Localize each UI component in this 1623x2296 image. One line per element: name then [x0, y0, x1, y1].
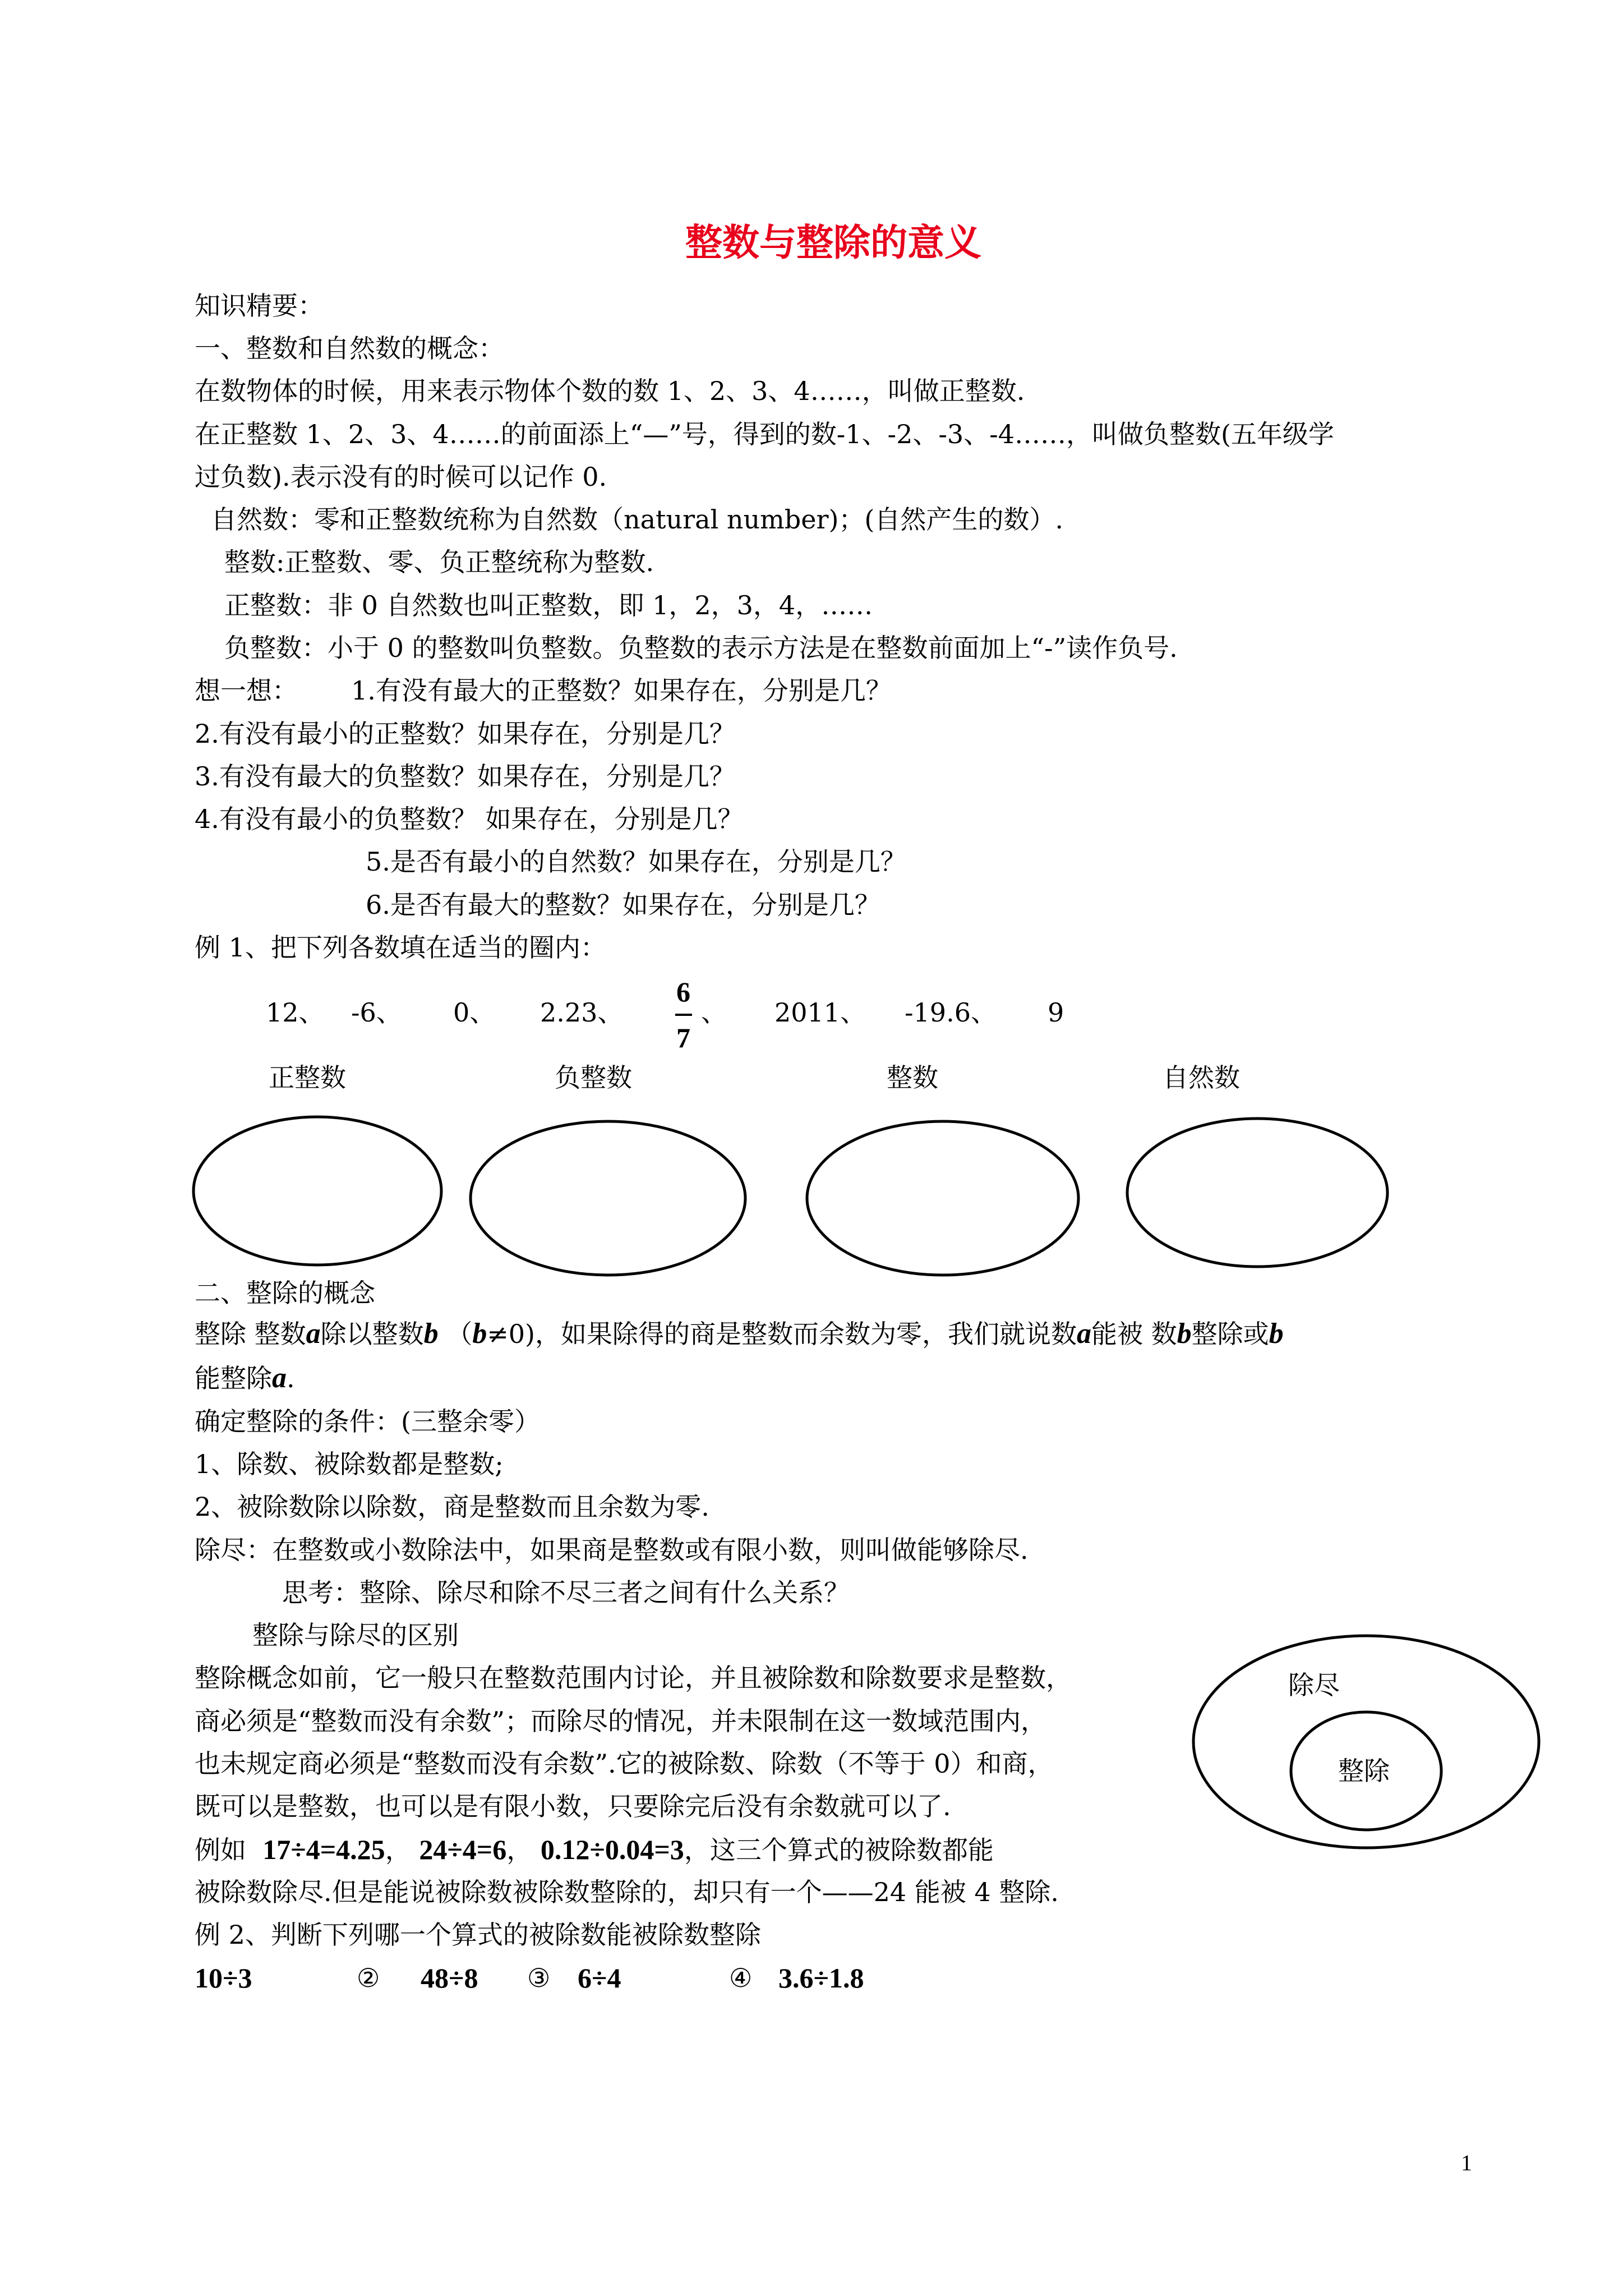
equation: 24÷4=6 — [419, 1834, 507, 1865]
text-line: 既可以是整数，也可以是有限小数，只要除完后没有余数就可以了. — [195, 1791, 951, 1821]
text: （ — [446, 1319, 473, 1349]
text: . — [287, 1363, 295, 1393]
text-line: 正整数：非 0 自然数也叫正整数，即 1，2，3，4，…… — [224, 590, 873, 620]
circle-negative-integers — [471, 1121, 745, 1275]
section-heading: 二、整除的概念 — [195, 1278, 375, 1308]
option-3: 6÷4 — [578, 1962, 621, 1994]
text: 能被 数 — [1091, 1319, 1177, 1349]
question: 2.有没有最小的正整数？如果存在，分别是几？ — [195, 719, 735, 749]
text-line: 在正整数 1、2、3、4……的前面添上“—”号，得到的数-1、-2、-3、-4……，叫做负整数(五年级学 — [195, 419, 1334, 449]
var-b: b — [1269, 1318, 1284, 1350]
equation: 0.12÷0.04=3 — [540, 1834, 684, 1865]
text-line: 整数:正整数、零、负正整统称为整数. — [224, 547, 654, 577]
text-line: 1、除数、被除数都是整数; — [195, 1449, 504, 1479]
var-b: b — [423, 1318, 439, 1350]
text-line: 思考：整除、除尽和除不尽三者之间有什么关系？ — [282, 1577, 850, 1608]
diagram-label-inner: 整除 — [1338, 1756, 1390, 1786]
question: 5.是否有最小的自然数？如果存在，分别是几？ — [366, 846, 906, 877]
page-number: 1 — [1461, 2150, 1472, 2175]
option-marker: ② — [357, 1963, 380, 1993]
number-item: -6、 — [351, 997, 402, 1028]
fraction-denominator: 7 — [676, 1022, 690, 1053]
text: ，这三个算式的被除数都能 — [684, 1835, 994, 1865]
text: 整除 整数 — [195, 1319, 306, 1349]
question: 6.是否有最大的整数？如果存在，分别是几？ — [366, 890, 880, 920]
example-line: 例如 17÷4=4.25， 24÷4=6， 0.12÷0.04=3，这三个算式的被除数都能 — [195, 1834, 994, 1865]
number-item: 12、 — [266, 997, 325, 1028]
var-b: b — [472, 1318, 487, 1350]
definition-line — [195, 1317, 1284, 1351]
option-marker: ④ — [729, 1963, 753, 1993]
number-item: -19.6、 — [905, 997, 997, 1028]
diagram-outer-ellipse — [1193, 1636, 1539, 1848]
section-heading: 一、整数和自然数的概念： — [195, 333, 504, 364]
question: 1.有没有最大的正整数？如果存在，分别是几？ — [351, 675, 892, 706]
circle-integers — [807, 1121, 1078, 1275]
circle-label: 正整数 — [269, 1062, 346, 1093]
text: 例如 — [195, 1835, 246, 1865]
think-label: 想一想： — [195, 675, 298, 706]
text-line: 被除数除尽.但是能说被除数被除数整除的，却只有一个——24 能被 4 整除. — [195, 1877, 1059, 1907]
text: 整除或 — [1191, 1319, 1269, 1349]
page-title: 整数与整除的意义 — [685, 220, 981, 264]
number-item: 2.23、 — [540, 997, 624, 1028]
text-line: 2、被除数除以除数，商是整数而且余数为零. — [195, 1492, 709, 1522]
circle-positive-integers — [193, 1117, 441, 1265]
example-heading: 例 1、把下列各数填在适当的圈内： — [195, 932, 606, 963]
fraction-numerator: 6 — [676, 976, 690, 1007]
number-item: 9 — [1048, 997, 1064, 1028]
var-a: a — [306, 1318, 321, 1350]
number-item: 2011、 — [774, 997, 866, 1028]
subheading: 整除与除尽的区别 — [252, 1620, 459, 1650]
var-a: a — [1077, 1318, 1092, 1350]
text-line: 自然数：零和正整数统称为自然数（natural number)；(自然产生的数）. — [211, 504, 1063, 535]
text-line: 商必须是“整数而没有余数”；而除尽的情况，并未限制在这一数域范围内， — [195, 1706, 1047, 1736]
text-line: 除尽：在整数或小数除法中，如果商是整数或有限小数，则叫做能够除尽. — [195, 1535, 1029, 1565]
number-item: 0、 — [453, 997, 496, 1028]
text-line: 过负数).表示没有的时候可以记作 0. — [195, 462, 607, 492]
question: 4.有没有最小的负整数？ 如果存在，分别是几？ — [195, 804, 744, 834]
option-2: 48÷8 — [421, 1962, 478, 1994]
option-marker: ③ — [527, 1963, 551, 1993]
question: 3.有没有最大的负整数？如果存在，分别是几？ — [195, 761, 735, 792]
number-item: 、 — [701, 997, 727, 1028]
equation: 17÷4=4.25 — [262, 1834, 385, 1865]
text-line: 知识精要： — [195, 291, 324, 321]
text-line: 整除概念如前，它一般只在整数范围内讨论，并且被除数和除数要求是整数， — [195, 1663, 1072, 1693]
text: 能整除 — [195, 1363, 272, 1393]
diagram-label-outer: 除尽 — [1288, 1670, 1340, 1700]
example-heading: 例 2、判断下列哪一个算式的被除数能被除数整除 — [195, 1920, 761, 1950]
var-a: a — [272, 1362, 287, 1394]
circle-label: 负整数 — [555, 1062, 632, 1093]
text: ≠0)，如果除得的商是整数而余数为零，我们就说数 — [487, 1319, 1077, 1349]
var-b: b — [1177, 1318, 1192, 1350]
circle-label: 自然数 — [1163, 1062, 1240, 1093]
option-4: 3.6÷1.8 — [778, 1962, 864, 1994]
text-line: 负整数：小于 0 的整数叫负整数。负整数的表示方法是在整数前面加上“-”读作负号. — [224, 633, 1178, 663]
circle-label: 整数 — [887, 1062, 938, 1093]
text: 除以整数 — [320, 1319, 424, 1349]
circle-natural-numbers — [1127, 1119, 1387, 1267]
text-line: 也未规定商必须是“整数而没有余数”.它的被除数、除数（不等于 0）和商， — [195, 1749, 1054, 1779]
option-1: 10÷3 — [195, 1962, 252, 1994]
text-line: 确定整除的条件：(三整余零） — [195, 1406, 540, 1437]
definition-line — [195, 1361, 295, 1395]
text-line: 在数物体的时候，用来表示物体个数的数 1、2、3、4……，叫做正整数. — [195, 376, 1025, 406]
